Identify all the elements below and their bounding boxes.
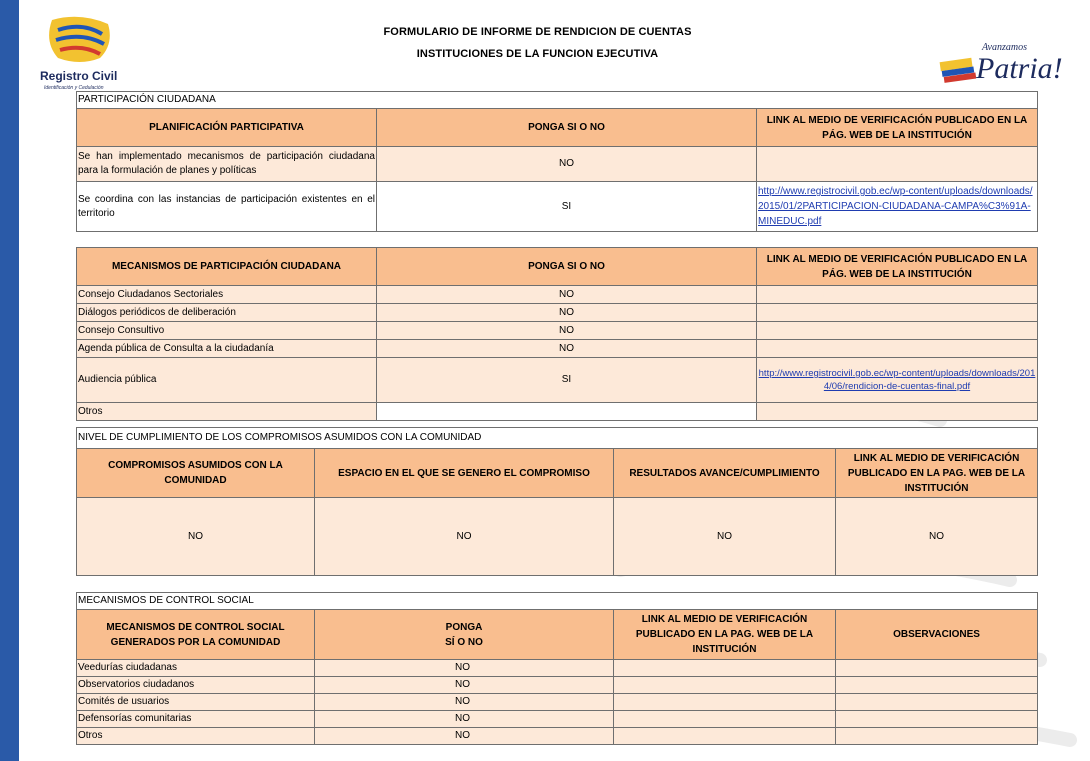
header-ponga-line1: PONGA xyxy=(445,621,483,633)
row-label: Otros xyxy=(77,403,377,421)
header-observaciones: OBSERVACIONES xyxy=(836,610,1038,660)
row-value: SI xyxy=(377,358,757,403)
avanzamos-patria-logo xyxy=(938,34,1066,88)
row-observaciones xyxy=(836,728,1038,745)
row-value: NO xyxy=(836,498,1038,576)
section-title-participacion: PARTICIPACIÓN CIUDADANA xyxy=(77,92,1038,109)
header-link: LINK AL MEDIO DE VERIFICACIÓN PUBLICADO EN LA PÁG. WEB DE LA INSTITUCIÓN xyxy=(757,109,1038,147)
svg-text:Identificación y Cedulación: Identificación y Cedulación xyxy=(44,85,104,91)
row-link xyxy=(614,677,836,694)
header-ponga: PONGA SI O NO xyxy=(377,109,757,147)
document-title: FORMULARIO DE INFORME DE RENDICION DE CUENTAS xyxy=(383,26,692,38)
document-subtitle: INSTITUCIONES DE LA FUNCION EJECUTIVA xyxy=(416,48,659,60)
header-link: LINK AL MEDIO DE VERIFICACIÓN PUBLICADO EN LA PAG. WEB DE LA INSTITUCIÓN xyxy=(836,449,1038,498)
left-accent-bar xyxy=(0,0,19,761)
section-title-compromisos: NIVEL DE CUMPLIMIENTO DE LOS COMPROMISOS ASUMIDOS CON LA COMUNIDAD xyxy=(77,428,1038,449)
row-link xyxy=(757,286,1038,304)
row-value: NO xyxy=(315,694,614,711)
row-link xyxy=(757,403,1038,421)
row-value: NO xyxy=(77,498,315,576)
row-link xyxy=(614,660,836,677)
row-value: NO xyxy=(377,286,757,304)
row-observaciones xyxy=(836,660,1038,677)
row-label: Comités de usuarios xyxy=(77,694,315,711)
verification-link[interactable]: http://www.registrocivil.gob.ec/wp-content/uploads/downloads/2015/01/2PARTICIPACION-CIUDADANA-CAMPA%C3%91A-MINEDUC.pdf xyxy=(758,186,1033,227)
patria-logo-icon xyxy=(938,34,1066,88)
row-link xyxy=(757,147,1038,182)
row-observaciones xyxy=(836,694,1038,711)
row-value: NO xyxy=(315,660,614,677)
header-link: LINK AL MEDIO DE VERIFICACIÓN PUBLICADO EN LA PAG. WEB DE LA INSTITUCIÓN xyxy=(614,610,836,660)
row-value: NO xyxy=(315,677,614,694)
header-mecanismos: MECANISMOS DE PARTICIPACIÓN CIUDADANA xyxy=(77,248,377,286)
header-espacio: ESPACIO EN EL QUE SE GENERO EL COMPROMISO xyxy=(315,449,614,498)
header-ponga: PONGA SI O NO xyxy=(377,248,757,286)
row-value: NO xyxy=(315,711,614,728)
header-link: LINK AL MEDIO DE VERIFICACIÓN PUBLICADO EN LA PÁG. WEB DE LA INSTITUCIÓN xyxy=(757,248,1038,286)
row-value: NO xyxy=(377,340,757,358)
mecanismos-table xyxy=(76,247,1038,421)
row-label: Agenda pública de Consulta a la ciudadanía xyxy=(77,340,377,358)
row-label: Audiencia pública xyxy=(77,358,377,403)
row-link xyxy=(614,728,836,745)
row-label: Consejo Ciudadanos Sectoriales xyxy=(77,286,377,304)
row-value: NO xyxy=(315,728,614,745)
row-value: NO xyxy=(377,147,757,182)
row-link xyxy=(757,322,1038,340)
participacion-table xyxy=(76,91,1038,232)
row-link xyxy=(757,304,1038,322)
row-value: NO xyxy=(377,304,757,322)
compromisos-table xyxy=(76,427,1038,576)
row-observaciones xyxy=(836,711,1038,728)
header-compromisos: COMPROMISOS ASUMIDOS CON LA COMUNIDAD xyxy=(77,449,315,498)
row-link xyxy=(757,340,1038,358)
row-observaciones xyxy=(836,677,1038,694)
row-link-cell xyxy=(757,358,1038,403)
header-ponga-line2: SÍ O NO xyxy=(445,636,483,648)
row-value: SI xyxy=(377,182,757,232)
row-value xyxy=(377,403,757,421)
row-label: Diálogos periódicos de deliberación xyxy=(77,304,377,322)
svg-text:Patria!: Patria! xyxy=(976,52,1063,85)
row-label: Observatorios ciudadanos xyxy=(77,677,315,694)
row-label: Defensorías comunitarias xyxy=(77,711,315,728)
header-resultados: RESULTADOS AVANCE/CUMPLIMIENTO xyxy=(614,449,836,498)
row-label: Se han implementado mecanismos de participación ciudadana para la formulación de planes y políticas xyxy=(77,147,377,182)
verification-link[interactable]: http://www.registrocivil.gob.ec/wp-content/uploads/downloads/2014/06/rendicion-de-cuentas-final.pdf xyxy=(758,368,1036,392)
header-mecanismos-control: MECANISMOS DE CONTROL SOCIAL GENERADOS POR LA COMUNIDAD xyxy=(77,610,315,660)
row-label: Veedurías ciudadanas xyxy=(77,660,315,677)
svg-text:Registro Civil: Registro Civil xyxy=(40,69,118,83)
row-value: NO xyxy=(315,498,614,576)
row-link xyxy=(614,694,836,711)
row-value: NO xyxy=(377,322,757,340)
row-link xyxy=(614,711,836,728)
header-planificacion: PLANIFICACIÓN PARTICIPATIVA xyxy=(77,109,377,147)
row-value: NO xyxy=(614,498,836,576)
control-social-table xyxy=(76,592,1038,745)
row-label: Se coordina con las instancias de participación existentes en el territorio xyxy=(77,182,377,232)
header-ponga xyxy=(315,610,614,660)
section-title-control: MECANISMOS DE CONTROL SOCIAL xyxy=(77,593,1038,610)
row-link-cell xyxy=(757,182,1038,232)
row-label: Otros xyxy=(77,728,315,745)
row-label: Consejo Consultivo xyxy=(77,322,377,340)
svg-text:Avanzamos: Avanzamos xyxy=(982,42,1027,53)
